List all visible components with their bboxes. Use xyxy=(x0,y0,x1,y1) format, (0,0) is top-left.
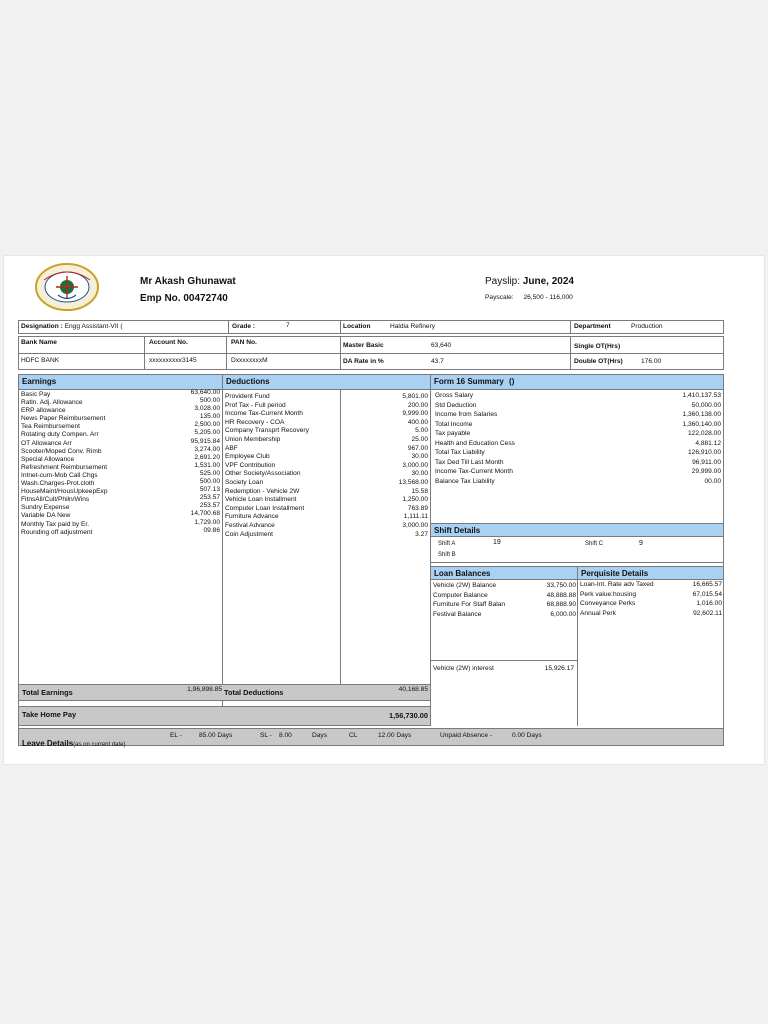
perk-label: Perk value:housing xyxy=(580,590,637,598)
deduction-label: ABF xyxy=(225,444,238,452)
sl-value: 8.00 xyxy=(279,732,292,739)
form16-label: Std Deduction xyxy=(435,401,477,409)
deduction-label: Vehicle Loan Installment xyxy=(225,496,297,504)
bank-name-value: HDFC BANK xyxy=(21,357,60,364)
earning-label: Rounding off adjustment xyxy=(21,528,93,536)
unpaid-label: Unpaid Absence - xyxy=(440,732,493,739)
payslip-sheet xyxy=(4,256,764,764)
deduction-value: 400.00 xyxy=(407,418,428,426)
shift-c-value: 9 xyxy=(639,540,643,547)
perk-label: Annual Perk xyxy=(580,610,616,618)
form16-label: Total Income xyxy=(435,420,473,428)
deduction-value: 9,999.00 xyxy=(402,410,428,418)
earning-value: 2,500.00 xyxy=(194,421,220,429)
deductions-header: Deductions xyxy=(222,374,431,390)
loan-label: Vehicle (2W) Balance xyxy=(433,582,497,589)
deduction-label: Income Tax-Current Month xyxy=(225,410,303,418)
form16-label: Tax payable xyxy=(435,430,471,437)
shift-header: Shift Details xyxy=(430,523,724,537)
earning-label: Ratln. Adj. Allowance xyxy=(21,399,83,407)
form16-label: Balance Tax Liability xyxy=(435,477,495,485)
cl-label: CL xyxy=(349,732,358,739)
deductions-labels xyxy=(225,393,337,539)
unpaid-value: 0.00 Days xyxy=(512,732,542,739)
master-basic-label: Master Basic xyxy=(343,342,384,349)
payscale-value: 26,500 - 116,000 xyxy=(523,294,573,301)
bank-name-label: Bank Name xyxy=(21,339,57,346)
grade-value: 7 xyxy=(286,322,290,329)
shift-b-label: Shift B xyxy=(438,552,456,558)
loan-value: 33,750.00 xyxy=(546,582,576,589)
da-rate-label: DA Rate in % xyxy=(343,358,384,365)
form16-label: Health and Education Cess xyxy=(435,439,515,447)
deduction-value: 3.27 xyxy=(415,530,428,538)
leave-label: Leave Details xyxy=(22,739,74,748)
deduction-label: Union Membership xyxy=(225,435,281,443)
deduction-value: 1,111.11 xyxy=(403,513,428,521)
deduction-label: Festival Advance xyxy=(225,521,275,529)
form16-value: 1,360,138.00 xyxy=(682,411,721,418)
deduction-value: 200.00 xyxy=(407,401,428,409)
form16-title: Form 16 Summary xyxy=(434,377,504,386)
perk-label: Loan-Int. Rate adv Taxed xyxy=(580,581,654,588)
earning-label: Monthly Tax paid by Er. xyxy=(21,520,90,528)
earning-value: 500.00 xyxy=(199,478,220,486)
earning-label: Refreshment Reimbursement xyxy=(21,463,108,471)
double-ot-value: 176.00 xyxy=(641,358,662,365)
earnings-header: Earnings xyxy=(18,374,223,390)
deduction-label: Employee Club xyxy=(225,453,270,461)
earning-value: 253.57 xyxy=(199,494,220,502)
perk-value: 1,016.00 xyxy=(696,600,722,608)
payscale xyxy=(485,295,573,302)
loan-header: Loan Balances xyxy=(430,566,578,580)
vehicle-interest-value: 15,926.17 xyxy=(544,665,574,672)
total-deductions-label: Total Deductions xyxy=(224,688,284,697)
earning-value: 14,700.68 xyxy=(190,510,220,518)
form16-suffix: () xyxy=(509,377,515,386)
grade-label: Grade : xyxy=(232,323,256,330)
department-label: Department xyxy=(574,323,611,330)
form16-value: 126,910.00 xyxy=(687,449,721,456)
sl-label: SL - xyxy=(260,732,272,739)
earning-label: News Paper Reimbursement xyxy=(21,415,106,423)
deduction-value: 13,568.00 xyxy=(398,478,428,486)
earning-value: 3,028.00 xyxy=(194,405,220,413)
form16-value: 29,999.00 xyxy=(691,468,721,475)
earning-value: 1,531.00 xyxy=(194,461,220,469)
form16-value: 4,881.12 xyxy=(695,439,721,447)
earning-label: Special Allowance xyxy=(21,455,75,463)
earning-label: OT Allowance Arr xyxy=(21,439,72,447)
deduction-value: 15.58 xyxy=(411,487,428,495)
form16-label: Total Tax Liability xyxy=(435,449,485,456)
earning-label: Intnet-cum-Mob Call Chgs xyxy=(21,471,98,479)
earning-value: 525.00 xyxy=(199,469,220,477)
take-home-label: Take Home Pay xyxy=(22,710,77,719)
perk-value: 16,665.57 xyxy=(692,581,722,588)
deduction-value: 1,250.00 xyxy=(402,496,428,504)
department-value: Production xyxy=(631,323,663,330)
deduction-value: 3,000.00 xyxy=(402,461,428,469)
perks-header: Perquisite Details xyxy=(577,566,724,580)
designation: Designation : Engg Assistant-VII ( xyxy=(21,323,123,330)
location-value: Haldia Refinery xyxy=(390,323,436,330)
loan-label: Festival Balance xyxy=(433,611,482,619)
earning-value: 95,915.84 xyxy=(190,437,220,445)
shift-a-label: Shift A xyxy=(438,541,456,547)
loan-value: 68,888.90 xyxy=(546,601,576,609)
deduction-label: HR Recovery - COA xyxy=(225,418,285,426)
earning-label: Rotating duty Compen. Arr xyxy=(21,431,99,439)
earning-label: HouseMaint/HousUpkeepExp xyxy=(21,488,108,496)
deduction-value: 30.00 xyxy=(411,453,428,461)
deduction-label: Company Transprt Recovery xyxy=(225,427,309,435)
drdo-emblem-icon xyxy=(34,262,100,312)
pan-label: PAN No. xyxy=(231,339,257,346)
deduction-label: Provident Fund xyxy=(225,393,270,400)
perk-value: 92,602.11 xyxy=(693,610,722,618)
payslip-label: Payslip: xyxy=(485,276,521,287)
account-label: Account No. xyxy=(149,339,188,346)
form16-label: Income from Salaries xyxy=(435,411,498,418)
deduction-value: 3,000.00 xyxy=(402,521,428,529)
master-basic-value: 63,640 xyxy=(431,342,452,349)
form16-value: 122,028.00 xyxy=(687,430,721,437)
earning-label: Tea Reimbursement xyxy=(21,423,81,431)
form16-label: Income Tax-Current Month xyxy=(435,468,513,475)
total-earnings-label: Total Earnings xyxy=(22,688,73,697)
vehicle-interest-label: Vehicle (2W) interest xyxy=(433,665,494,672)
deduction-label: Computer Loan Installment xyxy=(225,504,305,512)
form16-value: 96,911.00 xyxy=(692,458,721,466)
deduction-value: 25.00 xyxy=(411,435,428,443)
total-earnings-value: 1,96,898.85 xyxy=(187,686,222,693)
form16-value: 00.00 xyxy=(704,477,721,485)
deduction-label: Other Society/Association xyxy=(225,470,301,478)
payscale-label: Payscale: xyxy=(485,294,514,301)
deduction-label: Coin Adjustment xyxy=(225,530,274,538)
location-label: Location xyxy=(343,323,371,330)
payslip-month: June, 2024 xyxy=(522,276,574,287)
employee-name: Mr Akash Ghunawat xyxy=(140,276,236,287)
single-ot-label: Single OT(Hrs) xyxy=(574,343,621,350)
earning-label: Variable DA New xyxy=(21,512,71,520)
form16-header xyxy=(430,374,724,390)
form16-value: 1,410,137.53 xyxy=(682,392,721,399)
earning-value: 5,205.00 xyxy=(194,429,220,437)
earning-label: ERP allowance xyxy=(21,407,66,415)
earning-value: 135.00 xyxy=(199,413,220,421)
leave-note: (as on current date) xyxy=(73,742,126,748)
earning-value: 1,729.00 xyxy=(194,518,220,526)
form16-value: 50,000.00 xyxy=(691,401,721,409)
earning-value: 3,274.00 xyxy=(194,445,220,453)
double-ot-label: Double OT(Hrs) xyxy=(574,358,623,365)
earning-label: Basic Pay xyxy=(21,391,51,398)
deduction-value: 5.00 xyxy=(415,427,428,435)
da-rate-value: 43.7 xyxy=(431,358,444,365)
shift-c-label: Shift C xyxy=(585,541,604,547)
earnings-values xyxy=(154,389,220,535)
deductions-values xyxy=(354,393,428,539)
deduction-value: 763.89 xyxy=(407,504,428,512)
pan-value: DxxxxxxxxM xyxy=(231,357,268,364)
form16-label: Gross Salary xyxy=(435,392,474,399)
loan-value: 6,000.00 xyxy=(550,611,576,619)
deduction-value: 5,801.00 xyxy=(402,393,428,400)
loan-values xyxy=(512,581,576,620)
el-label: EL - xyxy=(170,732,182,739)
form16-values xyxy=(604,391,721,486)
earnings-labels xyxy=(21,391,171,537)
loan-label: Computer Balance xyxy=(433,591,488,599)
cl-value: 12.00 Days xyxy=(378,732,412,739)
earning-label: Scooter/Moped Conv. Rimb xyxy=(21,447,102,455)
earning-value: 2,691.20 xyxy=(194,453,220,461)
total-deductions-value: 40,168.85 xyxy=(398,686,428,693)
take-home-value: 1,56,730.00 xyxy=(388,711,428,720)
earning-value: 253.57 xyxy=(199,502,220,510)
deduction-label: Society Loan xyxy=(225,478,264,486)
employee-number: Emp No. 00472740 xyxy=(140,293,228,304)
earning-label: FitnsAll/Cult/Philn/Wins xyxy=(21,496,90,504)
deduction-label: Redemption - Vehicle 2W xyxy=(225,487,300,495)
perk-values xyxy=(654,580,722,619)
form16-label: Tax Ded Till Last Month xyxy=(435,458,504,466)
account-value: xxxxxxxxxx3145 xyxy=(149,357,197,364)
deduction-value: 967.00 xyxy=(407,444,428,452)
deduction-value: 30.00 xyxy=(411,470,428,478)
payslip-period xyxy=(485,276,574,287)
shift-a-value: 19 xyxy=(493,539,501,546)
earning-value: 09.86 xyxy=(203,526,220,534)
earning-label: Wash.Charges-Prot.cloth xyxy=(21,480,95,488)
form16-value: 1,360,140.00 xyxy=(682,420,721,428)
earning-value: 507.13 xyxy=(199,486,220,494)
deduction-label: VPF Contribution xyxy=(225,461,276,469)
form16-labels xyxy=(435,391,575,486)
loan-label: Furniture For Staff Balan xyxy=(433,601,506,609)
leave-details xyxy=(22,733,126,751)
loan-value: 48,888.88 xyxy=(546,591,576,599)
perk-label: Conveyance Perks xyxy=(580,600,636,608)
earning-label: Sundry Expense xyxy=(21,504,70,512)
info-row-designation xyxy=(18,320,724,334)
earning-value: 500.00 xyxy=(199,397,220,405)
perk-value: 67,015.54 xyxy=(692,590,722,598)
sl-unit: Days xyxy=(312,732,328,739)
deduction-label: Prof Tax - Full period xyxy=(225,401,286,409)
earning-value: 63,640.00 xyxy=(190,389,220,396)
el-value: 85.00 Days xyxy=(199,732,233,739)
deduction-label: Furniture Advance xyxy=(225,513,279,521)
